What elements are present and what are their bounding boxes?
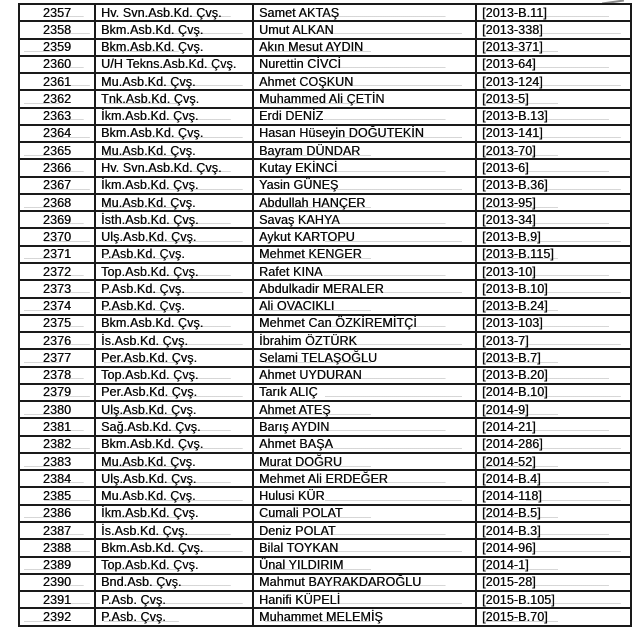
name-cell: Murat DOĞRU [253,453,476,470]
row-number-cell: 2374 [19,298,95,315]
roster-table-body [19,4,631,626]
row-number-cell: 2358 [19,21,95,38]
name-cell: Abdullah HANÇER [253,194,476,211]
row-number-cell: 2377 [19,349,95,366]
row-number-cell: 2359 [19,39,95,56]
row-number-cell: 2386 [19,505,95,522]
name-cell: Mehmet Can ÖZKİREMİTÇİ [253,315,476,332]
rank-cell: İs.Asb.Kd. Çvş. [95,522,253,539]
name-cell: Selami TELAŞOĞLU [253,349,476,366]
row-number-cell: 2384 [19,470,95,487]
rank-cell: Bkm.Asb.Kd. Çvş. [95,21,253,38]
rank-cell: P.Asb.Kd. Çvş. [95,298,253,315]
rank-cell: İs.Asb.Kd. Çvş. [95,332,253,349]
table-row [19,367,631,384]
rank-cell: İkm.Asb.Kd. Çvş. [95,505,253,522]
row-number-cell: 2372 [19,263,95,280]
code-cell: [2013-B.115] [476,246,631,263]
code-cell: [2013-B.10] [476,280,631,297]
rank-cell: P.Asb.Kd. Çvş. [95,246,253,263]
rank-cell: Mu.Asb.Kd. Çvş. [95,487,253,504]
name-cell: Kutay EKİNCİ [253,159,476,176]
rank-cell: Per.Asb.Kd. Çvş. [95,349,253,366]
rank-cell: Hv. Svn.Asb.Kd. Çvş. [95,4,253,21]
rank-cell: Mu.Asb.Kd. Çvş. [95,142,253,159]
table-row [19,211,631,228]
name-cell: Mehmet Ali ERDEĞER [253,470,476,487]
name-cell: Bilal TOYKAN [253,539,476,556]
row-number-cell: 2367 [19,177,95,194]
name-cell: Barış AYDIN [253,418,476,435]
rank-cell: Top.Asb.Kd. Çvş. [95,263,253,280]
table-row [19,228,631,245]
table-row [19,315,631,332]
table-row [19,73,631,90]
rank-cell: Tnk.Asb.Kd. Çvş. [95,90,253,107]
row-number-cell: 2379 [19,384,95,401]
rank-cell: Bkm.Asb.Kd. Çvş. [95,125,253,142]
code-cell: [2013-5] [476,90,631,107]
code-cell: [2013-70] [476,142,631,159]
code-cell: [2013-95] [476,194,631,211]
rank-cell: Per.Asb.Kd. Çvş. [95,384,253,401]
row-number-cell: 2387 [19,522,95,539]
name-cell: Akın Mesut AYDIN [253,39,476,56]
row-number-cell: 2366 [19,159,95,176]
name-cell: Yasin GÜNEŞ [253,177,476,194]
name-cell: Hasan Hüseyin DOĞUTEKİN [253,125,476,142]
table-row [19,436,631,453]
rank-cell: Bkm.Asb.Kd. Çvş. [95,436,253,453]
code-cell: [2013-371] [476,39,631,56]
name-cell: Ünal YILDIRIM [253,557,476,574]
table-row [19,39,631,56]
code-cell: [2013-B.9] [476,228,631,245]
name-cell: Umut ALKAN [253,21,476,38]
table-row [19,418,631,435]
table-row [19,487,631,504]
code-cell: [2014-B.10] [476,384,631,401]
rank-cell: P.Asb.Kd. Çvş. [95,280,253,297]
code-cell: [2015-B.70] [476,608,631,626]
table-row [19,246,631,263]
name-cell: Rafet KINA [253,263,476,280]
code-cell: [2015-B.105] [476,591,631,608]
row-number-cell: 2376 [19,332,95,349]
name-cell: Ahmet UYDURAN [253,367,476,384]
rank-cell: Bkm.Asb.Kd. Çvş. [95,539,253,556]
code-cell: [2014-1] [476,557,631,574]
name-cell: Muhammed Ali ÇETİN [253,90,476,107]
table-row [19,56,631,73]
table-row [19,453,631,470]
row-number-cell: 2383 [19,453,95,470]
code-cell: [2014-B.5] [476,505,631,522]
table-row [19,401,631,418]
row-number-cell: 2361 [19,73,95,90]
name-cell: Muhammet MELEMİŞ [253,608,476,626]
row-number-cell: 2391 [19,591,95,608]
rank-cell: Mu.Asb.Kd. Çvş. [95,73,253,90]
name-cell: Hanifi KÜPELİ [253,591,476,608]
code-cell: [2013-B.20] [476,367,631,384]
table-row [19,280,631,297]
code-cell: [2013-124] [476,73,631,90]
code-cell: [2013-6] [476,159,631,176]
rank-cell: P.Asb. Çvş. [95,608,253,626]
code-cell: [2015-28] [476,574,631,591]
row-number-cell: 2381 [19,418,95,435]
code-cell: [2013-B.7] [476,349,631,366]
code-cell: [2013-B.36] [476,177,631,194]
row-number-cell: 2388 [19,539,95,556]
rank-cell: Ulş.Asb.Kd. Çvş. [95,470,253,487]
name-cell: Hulusi KÜR [253,487,476,504]
row-number-cell: 2373 [19,280,95,297]
rank-cell: Top.Asb.Kd. Çvş. [95,367,253,384]
table-row [19,608,631,626]
table-row [19,522,631,539]
row-number-cell: 2370 [19,228,95,245]
code-cell: [2013-B.13] [476,108,631,125]
table-row [19,142,631,159]
table-row [19,574,631,591]
rank-cell: Top.Asb.Kd. Çvş. [95,557,253,574]
code-cell: [2013-338] [476,21,631,38]
table-row [19,470,631,487]
row-number-cell: 2369 [19,211,95,228]
row-number-cell: 2362 [19,90,95,107]
code-cell: [2014-118] [476,487,631,504]
row-number-cell: 2364 [19,125,95,142]
row-number-cell: 2360 [19,56,95,73]
name-cell: Bayram DÜNDAR [253,142,476,159]
table-row [19,384,631,401]
code-cell: [2013-64] [476,56,631,73]
code-cell: [2014-9] [476,401,631,418]
name-cell: Savaş KAHYA [253,211,476,228]
table-row [19,194,631,211]
name-cell: Mahmut BAYRAKDAROĞLU [253,574,476,591]
row-number-cell: 2389 [19,557,95,574]
row-number-cell: 2390 [19,574,95,591]
rank-cell: P.Asb. Çvş. [95,591,253,608]
row-number-cell: 2357 [19,4,95,21]
code-cell: [2013-103] [476,315,631,332]
personnel-roster-table [18,3,632,627]
name-cell: Ahmet ATEŞ [253,401,476,418]
name-cell: İbrahim ÖZTÜRK [253,332,476,349]
rank-cell: Hv. Svn.Asb.Kd. Çvş. [95,159,253,176]
code-cell: [2014-52] [476,453,631,470]
code-cell: [2013-10] [476,263,631,280]
row-number-cell: 2371 [19,246,95,263]
row-number-cell: 2378 [19,367,95,384]
rank-cell: Mu.Asb.Kd. Çvş. [95,453,253,470]
rank-cell: Ulş.Asb.Kd. Çvş. [95,228,253,245]
name-cell: Tarık ALIÇ [253,384,476,401]
table-row [19,177,631,194]
rank-cell: Bkm.Asb.Kd. Çvş. [95,315,253,332]
row-number-cell: 2375 [19,315,95,332]
table-row [19,4,631,21]
code-cell: [2014-B.3] [476,522,631,539]
rank-cell: İkm.Asb.Kd. Çvş. [95,177,253,194]
code-cell: [2013-141] [476,125,631,142]
rank-cell: Mu.Asb.Kd. Çvş. [95,194,253,211]
table-row [19,21,631,38]
table-row [19,159,631,176]
code-cell: [2014-286] [476,436,631,453]
table-row [19,539,631,556]
row-number-cell: 2392 [19,608,95,626]
table-row [19,505,631,522]
code-cell: [2014-B.4] [476,470,631,487]
name-cell: Cumali POLAT [253,505,476,522]
rank-cell: Sağ.Asb.Kd. Çvş. [95,418,253,435]
row-number-cell: 2365 [19,142,95,159]
table-row [19,263,631,280]
row-number-cell: 2382 [19,436,95,453]
rank-cell: Bnd.Asb. Çvş. [95,574,253,591]
name-cell: Abdulkadir MERALER [253,280,476,297]
code-cell: [2014-21] [476,418,631,435]
code-cell: [2013-34] [476,211,631,228]
code-cell: [2013-7] [476,332,631,349]
row-number-cell: 2380 [19,401,95,418]
name-cell: Erdi DENİZ [253,108,476,125]
table-row [19,108,631,125]
row-number-cell: 2368 [19,194,95,211]
row-number-cell: 2385 [19,487,95,504]
rank-cell: Ulş.Asb.Kd. Çvş. [95,401,253,418]
name-cell: Aykut KARTOPU [253,228,476,245]
rank-cell: İkm.Asb.Kd. Çvş. [95,108,253,125]
rank-cell: U/H Tekns.Asb.Kd. Çvş. [95,56,253,73]
row-number-cell: 2363 [19,108,95,125]
table-row [19,332,631,349]
rank-cell: İsth.Asb.Kd. Çvş. [95,211,253,228]
table-row [19,557,631,574]
name-cell: Nurettin CİVCİ [253,56,476,73]
name-cell: Deniz POLAT [253,522,476,539]
code-cell: [2013-B.11] [476,4,631,21]
name-cell: Ahmet BAŞA [253,436,476,453]
name-cell: Ahmet COŞKUN [253,73,476,90]
table-row [19,349,631,366]
code-cell: [2013-B.24] [476,298,631,315]
name-cell: Mehmet KENGER [253,246,476,263]
code-cell: [2014-96] [476,539,631,556]
table-row [19,591,631,608]
name-cell: Ali OVACIKLI [253,298,476,315]
table-row [19,125,631,142]
rank-cell: Bkm.Asb.Kd. Çvş. [95,39,253,56]
name-cell: Samet AKTAŞ [253,4,476,21]
table-row [19,90,631,107]
table-row [19,298,631,315]
